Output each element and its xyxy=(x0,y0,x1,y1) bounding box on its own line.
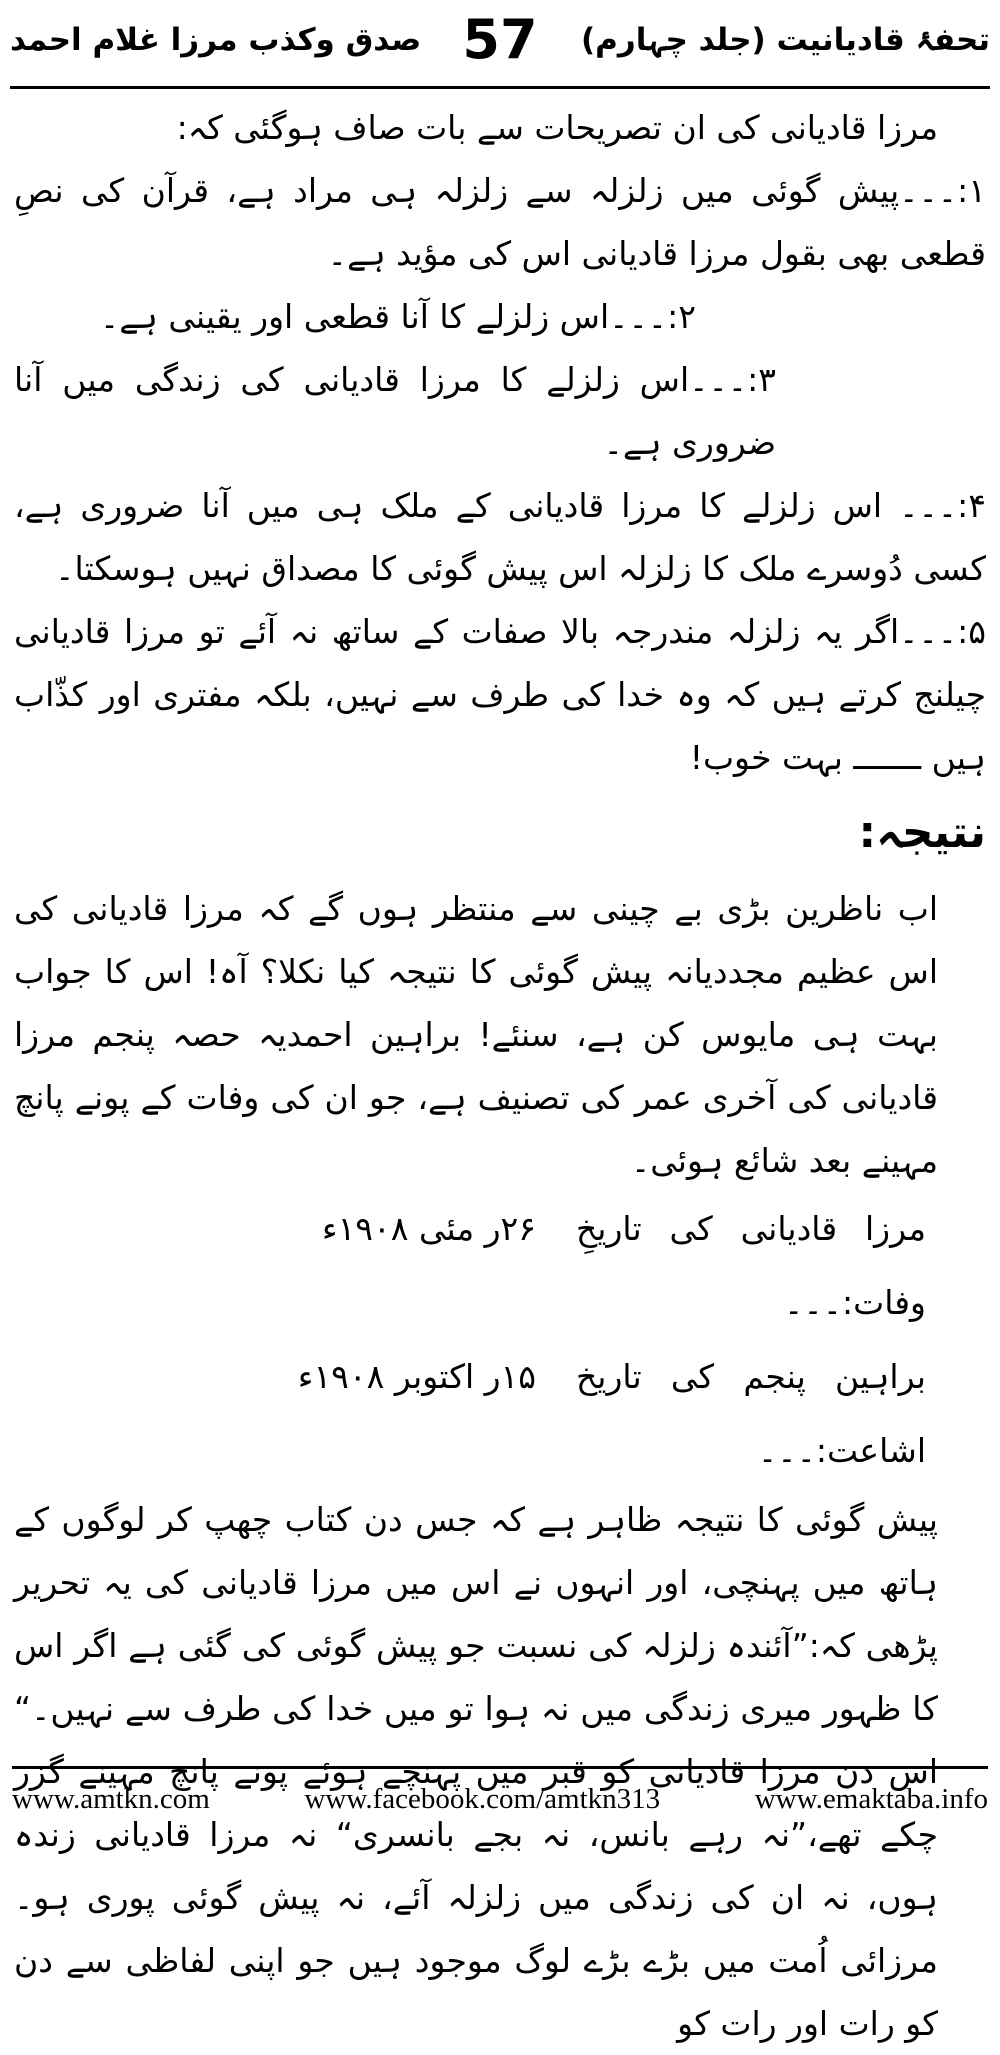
footer-link-emaktaba[interactable]: www.emaktaba.info xyxy=(754,1782,988,1815)
page-header xyxy=(10,0,990,89)
publication-date-label: براہین پنجم کی تاریخ اشاعت:۔۔۔ xyxy=(576,1357,926,1470)
paragraph-2: پیش گوئی کا نتیجہ ظاہر ہے کہ جس دن کتاب چھپ کر لوگوں کے ہاتھ میں پہنچی، اور انہوں نے اس میں مرزا قادیانی کی یہ تحریر پڑھی کہ:”آئندہ زلزلہ کی نسبت جو پیش گوئی کی گئی ہے اگر اس کا ظہور میری زندگی میں نہ ہوا تو میں خدا کی طرف سے نہیں۔“ اس دن مرزا قادیانی کو قبر میں پہنچے ہوئے پونے پانچ مہینے گزر چکے تھے،”نہ رہے بانس، نہ بجے بانسری“ نہ مرزا قادیانی زندہ ہوں، نہ ان کی زندگی میں زلزلہ آئے، نہ پیش گوئی پوری ہو۔ مرزائی اُمت میں بڑے بڑے لوگ موجود ہیں جو اپنی لفاظی سے دن کو رات اور رات کو xyxy=(14,1500,938,2043)
intro-line: مرزا قادیانی کی ان تصریحات سے بات صاف ہوگئی کہ: xyxy=(176,108,938,147)
publication-date-value: ۱۵ر اکتوبر ۱۹۰۸ء xyxy=(297,1357,536,1396)
death-date-value: ۲۶ر مئی ۱۹۰۸ء xyxy=(322,1209,536,1248)
footer-link-facebook[interactable]: www.facebook.com/amtkn313 xyxy=(304,1782,661,1815)
point-3: ۳:۔۔۔اس زلزلے کا مرزا قادیانی کی زندگی میں آنا ضروری ہے۔ xyxy=(14,360,776,462)
point-4: ۴:۔۔۔ اس زلزلے کا مرزا قادیانی کے ملک ہی میں آنا ضروری ہے، کسی دُوسرے ملک کا زلزلہ اس پیش گوئی کا مصداق نہیں ہوسکتا۔ xyxy=(14,486,986,588)
paragraph-1: اب ناظرین بڑی بے چینی سے منتظر ہوں گے کہ مرزا قادیانی کی اس عظیم مجددیانہ پیش گوئی کا نتیجہ کیا نکلا؟ آہ! اس کا جواب بہت ہی مایوس کن ہے، سنئے! براہین احمدیہ حصہ پنجم مرزا قادیانی کی آخری عمر کی تصنیف ہے، جو ان کی وفات کے پونے پانچ مہینے بعد شائع ہوئی۔ xyxy=(14,889,938,1180)
chapter-topic: صدق وکذب مرزا غلام احمد xyxy=(10,22,422,58)
book-title: تحفۂ قادیانیت (جلد چہارم) xyxy=(580,22,990,58)
page-number: 57 xyxy=(462,8,538,71)
result-heading: نتیجہ: xyxy=(858,807,986,858)
point-2: ۲:۔۔۔اس زلزلے کا آنا قطعی اور یقینی ہے۔ xyxy=(99,297,696,336)
death-date-label: مرزا قادیانی کی تاریخِ وفات:۔۔۔ xyxy=(576,1209,926,1322)
publication-date-row xyxy=(14,1340,986,1488)
footer-link-amtkn[interactable]: www.amtkn.com xyxy=(12,1782,210,1815)
death-date-row xyxy=(14,1192,986,1340)
point-5: ۵:۔۔۔اگر یہ زلزلہ مندرجہ بالا صفات کے ساتھ نہ آئے تو مرزا قادیانی چیلنج کرتے ہیں کہ وہ خدا کی طرف سے نہیں، بلکہ مفتری اور کذّاب ہیں ـــــــ بہت خوب! xyxy=(14,612,986,777)
page-footer xyxy=(12,1766,988,1829)
point-1: ۱:۔۔۔پیش گوئی میں زلزلہ سے زلزلہ ہی مراد ہے، قرآن کی نصِ قطعی بھی بقول مرزا قادیانی اس کی مؤید ہے۔ xyxy=(14,171,986,273)
